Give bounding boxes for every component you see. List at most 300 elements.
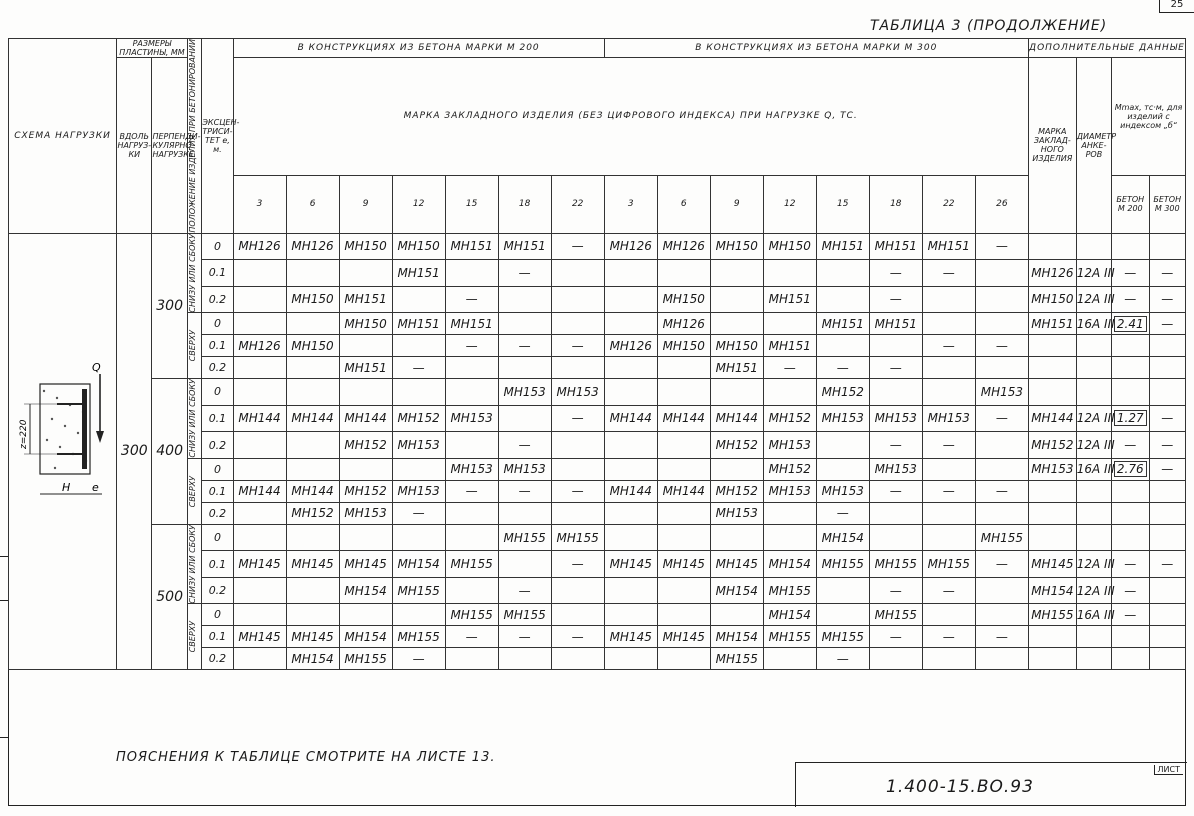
- brand-cell: —: [551, 626, 604, 648]
- aggregate-dot: [58, 446, 60, 448]
- aggregate-dot: [50, 418, 52, 420]
- brand-cell: МН154: [710, 577, 763, 604]
- extra-brand: [1028, 648, 1076, 670]
- brand-cell: МН155: [392, 626, 445, 648]
- header-perp: ПЕРПЕНДИ-КУЛЯРНО НАГРУЗКЕ: [152, 58, 187, 234]
- brand-cell: [286, 379, 339, 406]
- brand-cell: [233, 313, 286, 335]
- brand-cell: [286, 458, 339, 480]
- brand-cell: [551, 286, 604, 313]
- brand-cell: [922, 502, 975, 524]
- brand-cell: [922, 313, 975, 335]
- brand-cell: [816, 604, 869, 626]
- extra-brand: [1028, 502, 1076, 524]
- load-m200-18: 18: [498, 175, 551, 233]
- brand-cell: [551, 502, 604, 524]
- header-concrete-200: БЕТОН М 200: [1112, 175, 1149, 233]
- brand-cell: —: [922, 626, 975, 648]
- extra-mmax-300: [1149, 604, 1186, 626]
- table-row: [9, 379, 1186, 406]
- h-dimension-label: H: [61, 481, 70, 495]
- brand-cell: [604, 524, 657, 551]
- brand-cell: [551, 458, 604, 480]
- brand-cell: [339, 379, 392, 406]
- extra-diameter: 12А III: [1076, 260, 1111, 287]
- brand-cell: [551, 648, 604, 670]
- load-label: Q: [91, 361, 101, 375]
- extra-mmax-300: [1149, 502, 1186, 524]
- brand-cell: [604, 577, 657, 604]
- brand-cell: [392, 335, 445, 357]
- aggregate-dot: [55, 397, 57, 399]
- extra-mmax-200: [1112, 379, 1149, 406]
- brand-cell: [657, 502, 710, 524]
- load-m300-6: 6: [657, 175, 710, 233]
- extra-mmax-300: [1149, 357, 1186, 379]
- brand-cell: МН153: [498, 379, 551, 406]
- brand-cell: [233, 286, 286, 313]
- eccentricity-value: 0.1: [202, 335, 233, 357]
- load-m200-9: 9: [339, 175, 392, 233]
- brand-cell: МН144: [710, 405, 763, 432]
- brand-cell: [392, 286, 445, 313]
- brand-cell: МН145: [233, 626, 286, 648]
- brand-cell: МН153: [498, 458, 551, 480]
- extra-mmax-300: [1149, 626, 1186, 648]
- brand-cell: —: [445, 626, 498, 648]
- brand-cell: —: [869, 260, 922, 287]
- title-block: [795, 762, 1187, 807]
- brand-cell: МН151: [816, 233, 869, 260]
- brand-cell: МН155: [922, 551, 975, 578]
- extra-diameter: 12А III: [1076, 577, 1111, 604]
- brand-cell: —: [551, 480, 604, 502]
- brand-cell: —: [392, 357, 445, 379]
- eccentricity-value: 0: [202, 604, 233, 626]
- brand-cell: МН153: [551, 379, 604, 406]
- eccentric-load-table: [8, 38, 1186, 670]
- brand-cell: —: [816, 357, 869, 379]
- brand-cell: МН152: [816, 379, 869, 406]
- brand-cell: МН154: [816, 524, 869, 551]
- header-position: ПОЛОЖЕНИЕ ИЗДЕЛИЯ ПРИ БЕТОНИРОВАНИИ: [187, 39, 202, 234]
- brand-cell: [604, 604, 657, 626]
- extra-mmax-200: [1112, 480, 1149, 502]
- load-m300-22: 22: [922, 175, 975, 233]
- brand-cell: [657, 577, 710, 604]
- brand-cell: [445, 502, 498, 524]
- brand-cell: [763, 524, 816, 551]
- brand-cell: —: [551, 233, 604, 260]
- brand-cell: [286, 524, 339, 551]
- brand-cell: [233, 502, 286, 524]
- brand-cell: [286, 604, 339, 626]
- brand-cell: [763, 502, 816, 524]
- brand-cell: [286, 313, 339, 335]
- extra-brand: [1028, 233, 1076, 260]
- margin-tick: [0, 600, 8, 601]
- brand-cell: [816, 458, 869, 480]
- eccentricity-value: 0.2: [202, 648, 233, 670]
- eccentricity-value: 0: [202, 233, 233, 260]
- brand-cell: МН153: [339, 502, 392, 524]
- aggregate-dot: [76, 432, 78, 434]
- brand-cell: МН151: [445, 313, 498, 335]
- brand-cell: МН153: [869, 458, 922, 480]
- extra-mmax-200: 2.76: [1112, 458, 1149, 480]
- extra-brand: [1028, 524, 1076, 551]
- eccentricity-value: 0.2: [202, 357, 233, 379]
- brand-cell: [445, 577, 498, 604]
- extra-brand: МН155: [1028, 604, 1076, 626]
- brand-cell: МН145: [710, 551, 763, 578]
- header-eccentricity: ЭКСЦЕН-ТРИСИ-ТЕТ e, м.: [202, 39, 233, 234]
- brand-cell: МН154: [763, 604, 816, 626]
- brand-cell: [498, 357, 551, 379]
- brand-cell: [869, 335, 922, 357]
- margin-tick: [0, 737, 8, 738]
- brand-cell: —: [498, 577, 551, 604]
- brand-cell: МН150: [339, 233, 392, 260]
- brand-cell: —: [922, 432, 975, 459]
- brand-cell: [551, 357, 604, 379]
- brand-cell: МН155: [498, 524, 551, 551]
- brand-cell: МН145: [657, 626, 710, 648]
- extra-mmax-300: —: [1149, 551, 1186, 578]
- brand-cell: МН155: [816, 551, 869, 578]
- extra-brand: МН153: [1028, 458, 1076, 480]
- load-m300-3: 3: [604, 175, 657, 233]
- extra-diameter: [1076, 357, 1111, 379]
- load-arrow-head: [96, 431, 104, 443]
- header-brand-row: МАРКА ЗАКЛАДНОГО ИЗДЕЛИЯ (БЕЗ ЦИФРОВОГО ИНДЕКСА) ПРИ НАГРУЗКЕ Q, ТС.: [233, 58, 1028, 176]
- brand-cell: МН126: [233, 335, 286, 357]
- brand-cell: [233, 432, 286, 459]
- brand-cell: МН126: [604, 335, 657, 357]
- extra-diameter: 12А III: [1076, 286, 1111, 313]
- brand-cell: [392, 604, 445, 626]
- header-concrete-300: БЕТОН М 300: [1149, 175, 1186, 233]
- brand-cell: МН150: [657, 335, 710, 357]
- extra-brand: МН150: [1028, 286, 1076, 313]
- brand-cell: [445, 524, 498, 551]
- extra-mmax-200: [1112, 626, 1149, 648]
- brand-cell: —: [922, 480, 975, 502]
- z-dimension-label: z=220: [18, 420, 29, 450]
- brand-cell: [816, 432, 869, 459]
- brand-cell: [710, 458, 763, 480]
- brand-cell: [339, 524, 392, 551]
- load-m300-9: 9: [710, 175, 763, 233]
- brand-cell: МН151: [869, 233, 922, 260]
- brand-cell: МН153: [763, 432, 816, 459]
- brand-cell: [233, 260, 286, 287]
- extra-diameter: [1076, 335, 1111, 357]
- brand-cell: [975, 577, 1028, 604]
- extra-mmax-300: [1149, 524, 1186, 551]
- brand-cell: [763, 379, 816, 406]
- extra-mmax-300: —: [1149, 286, 1186, 313]
- brand-cell: [975, 432, 1028, 459]
- brand-cell: МН145: [657, 551, 710, 578]
- e-dimension-label: e: [91, 481, 99, 495]
- extra-diameter: 16А III: [1076, 604, 1111, 626]
- brand-cell: [763, 313, 816, 335]
- brand-cell: [763, 648, 816, 670]
- eccentricity-value: 0.2: [202, 502, 233, 524]
- brand-cell: МН151: [392, 313, 445, 335]
- brand-cell: —: [816, 502, 869, 524]
- brand-cell: МН151: [869, 313, 922, 335]
- extra-mmax-200: —: [1112, 577, 1149, 604]
- load-schema-diagram: [12, 239, 114, 659]
- eccentricity-value: 0.2: [202, 432, 233, 459]
- eccentricity-value: 0.1: [202, 260, 233, 287]
- brand-cell: —: [551, 335, 604, 357]
- brand-cell: МН150: [763, 233, 816, 260]
- brand-cell: МН145: [604, 551, 657, 578]
- extra-diameter: 12А III: [1076, 551, 1111, 578]
- brand-cell: [604, 286, 657, 313]
- brand-cell: МН144: [657, 405, 710, 432]
- brand-cell: —: [869, 480, 922, 502]
- brand-cell: —: [975, 405, 1028, 432]
- brand-cell: [445, 260, 498, 287]
- brand-cell: МН145: [339, 551, 392, 578]
- brand-cell: —: [975, 626, 1028, 648]
- brand-cell: [604, 648, 657, 670]
- brand-cell: [975, 604, 1028, 626]
- brand-cell: [498, 551, 551, 578]
- brand-cell: [604, 458, 657, 480]
- extra-mmax-200: [1112, 335, 1149, 357]
- position-top: СВЕРХУ: [187, 604, 202, 670]
- extra-diameter: [1076, 480, 1111, 502]
- extra-mmax-200: 1.27: [1112, 405, 1149, 432]
- brand-cell: МН155: [869, 604, 922, 626]
- brand-cell: —: [975, 551, 1028, 578]
- brand-cell: —: [551, 405, 604, 432]
- header-mmax: Мmax, тс·м, для изделий с индексом „б“: [1112, 58, 1186, 176]
- brand-cell: [922, 648, 975, 670]
- document-code: 1.400-15.ВО.93: [886, 777, 1034, 797]
- margin-tick: [0, 556, 8, 557]
- extra-mmax-300: —: [1149, 405, 1186, 432]
- brand-cell: —: [975, 335, 1028, 357]
- brand-cell: МН145: [604, 626, 657, 648]
- extra-brand: МН144: [1028, 405, 1076, 432]
- brand-cell: МН155: [816, 626, 869, 648]
- brand-cell: [445, 379, 498, 406]
- extra-mmax-200: [1112, 357, 1149, 379]
- footer-note: ПОЯСНЕНИЯ К ТАБЛИЦЕ СМОТРИТЕ НА ЛИСТЕ 13.: [116, 750, 496, 765]
- brand-cell: [286, 577, 339, 604]
- position-bottom: СНИЗУ ИЛИ СБОКУ: [187, 233, 202, 313]
- eccentricity-value: 0.2: [202, 286, 233, 313]
- brand-cell: МН155: [763, 577, 816, 604]
- brand-cell: МН153: [445, 458, 498, 480]
- extra-mmax-300: [1149, 379, 1186, 406]
- brand-cell: —: [763, 357, 816, 379]
- load-m200-3: 3: [233, 175, 286, 233]
- brand-cell: МН155: [445, 551, 498, 578]
- table-row: [9, 524, 1186, 551]
- aggregate-dot: [53, 467, 55, 469]
- brand-cell: [286, 357, 339, 379]
- brand-cell: —: [498, 626, 551, 648]
- brand-cell: —: [498, 432, 551, 459]
- brand-cell: [975, 458, 1028, 480]
- extra-brand: МН151: [1028, 313, 1076, 335]
- brand-cell: [657, 432, 710, 459]
- brand-cell: МН155: [498, 604, 551, 626]
- brand-cell: [922, 604, 975, 626]
- extra-mmax-300: [1149, 648, 1186, 670]
- aggregate-dot: [42, 390, 44, 392]
- brand-cell: МН126: [286, 233, 339, 260]
- header-extra: ДОПОЛНИТЕЛЬНЫЕ ДАННЫЕ: [1028, 39, 1185, 58]
- brand-cell: МН152: [763, 405, 816, 432]
- extra-brand: [1028, 335, 1076, 357]
- brand-cell: [657, 357, 710, 379]
- brand-cell: МН126: [604, 233, 657, 260]
- brand-cell: МН144: [233, 405, 286, 432]
- brand-cell: [869, 648, 922, 670]
- brand-cell: —: [445, 335, 498, 357]
- brand-cell: [710, 604, 763, 626]
- brand-cell: МН144: [286, 405, 339, 432]
- brand-cell: [498, 502, 551, 524]
- brand-cell: МН151: [339, 357, 392, 379]
- brand-cell: [339, 260, 392, 287]
- extra-diameter: [1076, 502, 1111, 524]
- brand-cell: МН155: [710, 648, 763, 670]
- brand-cell: [286, 432, 339, 459]
- extra-mmax-300: [1149, 480, 1186, 502]
- brand-cell: —: [498, 260, 551, 287]
- extra-brand: [1028, 480, 1076, 502]
- brand-cell: [816, 577, 869, 604]
- brand-cell: [445, 357, 498, 379]
- brand-cell: —: [498, 480, 551, 502]
- load-m200-15: 15: [445, 175, 498, 233]
- brand-cell: МН151: [763, 286, 816, 313]
- brand-cell: [657, 524, 710, 551]
- header-m300-group: В КОНСТРУКЦИЯХ ИЗ БЕТОНА МАРКИ М 300: [604, 39, 1028, 58]
- eccentricity-value: 0.1: [202, 626, 233, 648]
- load-m300-18: 18: [869, 175, 922, 233]
- brand-cell: [604, 432, 657, 459]
- extra-mmax-200: [1112, 233, 1149, 260]
- extra-diameter: 12А III: [1076, 405, 1111, 432]
- brand-cell: МН150: [339, 313, 392, 335]
- brand-cell: МН144: [657, 480, 710, 502]
- extra-diameter: 16А III: [1076, 313, 1111, 335]
- brand-cell: [233, 577, 286, 604]
- extra-brand: [1028, 357, 1076, 379]
- brand-cell: [551, 260, 604, 287]
- brand-cell: —: [551, 551, 604, 578]
- dim-along: 300: [117, 233, 152, 670]
- brand-cell: [710, 260, 763, 287]
- brand-cell: [233, 648, 286, 670]
- brand-cell: [657, 604, 710, 626]
- extra-mmax-300: —: [1149, 260, 1186, 287]
- brand-cell: —: [392, 502, 445, 524]
- brand-cell: [657, 648, 710, 670]
- brand-cell: МН150: [657, 286, 710, 313]
- header-along: ВДОЛЬ НАГРУЗ-КИ: [117, 58, 152, 234]
- brand-cell: [975, 260, 1028, 287]
- brand-cell: МН153: [975, 379, 1028, 406]
- brand-cell: —: [869, 286, 922, 313]
- brand-cell: МН126: [657, 233, 710, 260]
- brand-cell: [233, 379, 286, 406]
- sheet-label: ЛИСТ: [1154, 765, 1183, 775]
- brand-cell: —: [922, 577, 975, 604]
- brand-cell: МН155: [445, 604, 498, 626]
- extra-brand: МН145: [1028, 551, 1076, 578]
- brand-cell: [339, 604, 392, 626]
- brand-cell: МН153: [763, 480, 816, 502]
- eccentricity-value: 0.2: [202, 577, 233, 604]
- brand-cell: МН144: [286, 480, 339, 502]
- brand-cell: —: [869, 357, 922, 379]
- header-m200-group: В КОНСТРУКЦИЯХ ИЗ БЕТОНА МАРКИ М 200: [233, 39, 604, 58]
- brand-cell: —: [975, 233, 1028, 260]
- extra-mmax-200: —: [1112, 432, 1149, 459]
- extra-mmax-300: [1149, 577, 1186, 604]
- brand-cell: МН152: [763, 458, 816, 480]
- extra-brand: [1028, 379, 1076, 406]
- brand-cell: [710, 286, 763, 313]
- brand-cell: [657, 260, 710, 287]
- brand-cell: МН150: [392, 233, 445, 260]
- brand-cell: [233, 357, 286, 379]
- extra-mmax-300: —: [1149, 458, 1186, 480]
- brand-cell: МН152: [339, 432, 392, 459]
- brand-cell: МН154: [339, 577, 392, 604]
- brand-cell: МН155: [392, 577, 445, 604]
- brand-cell: МН145: [233, 551, 286, 578]
- brand-cell: [551, 604, 604, 626]
- extra-brand: МН154: [1028, 577, 1076, 604]
- load-m200-12: 12: [392, 175, 445, 233]
- extra-mmax-200: —: [1112, 604, 1149, 626]
- brand-cell: [922, 286, 975, 313]
- brand-cell: МН145: [286, 626, 339, 648]
- brand-cell: —: [816, 648, 869, 670]
- dim-perp: 300: [152, 233, 187, 379]
- brand-cell: МН151: [922, 233, 975, 260]
- brand-cell: [604, 379, 657, 406]
- brand-cell: [975, 286, 1028, 313]
- brand-cell: [657, 379, 710, 406]
- eccentricity-value: 0: [202, 458, 233, 480]
- brand-cell: [392, 524, 445, 551]
- dim-perp: 500: [152, 524, 187, 670]
- brand-cell: МН154: [339, 626, 392, 648]
- aggregate-dot: [45, 439, 47, 441]
- extra-diameter: [1076, 233, 1111, 260]
- brand-cell: МН153: [392, 480, 445, 502]
- brand-cell: —: [922, 260, 975, 287]
- load-m300-26: 26: [975, 175, 1028, 233]
- eccentricity-value: 0.1: [202, 480, 233, 502]
- brand-cell: [339, 335, 392, 357]
- extra-brand: МН126: [1028, 260, 1076, 287]
- brand-cell: [392, 379, 445, 406]
